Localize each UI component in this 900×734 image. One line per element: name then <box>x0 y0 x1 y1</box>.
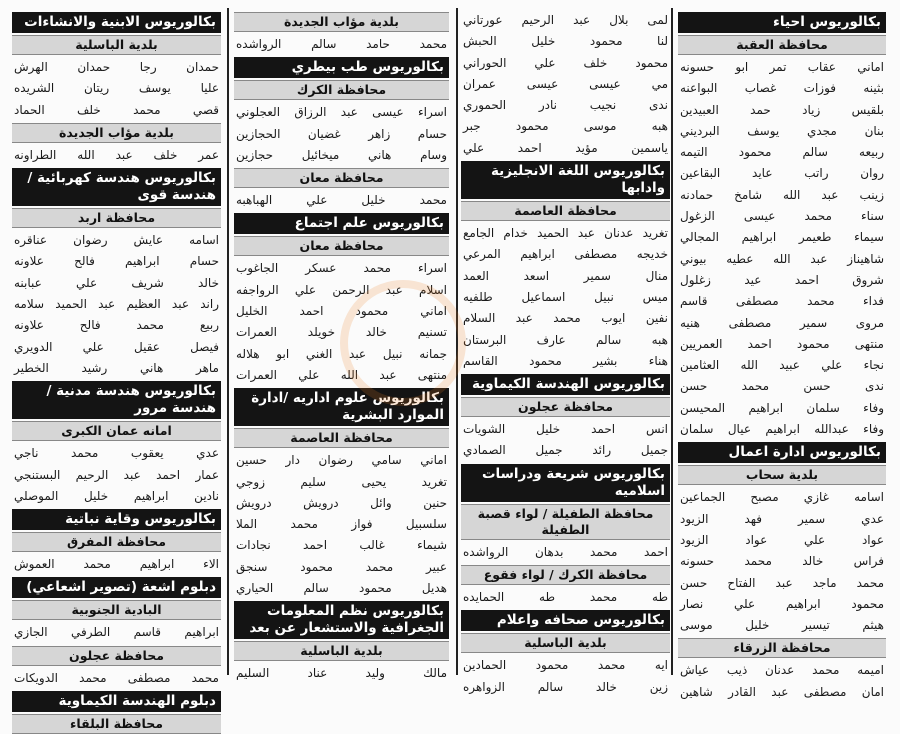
names-list <box>12 554 221 575</box>
region-subheading: محافظة الكرك <box>234 80 449 100</box>
region-subheading: محافظة اربد <box>12 208 221 228</box>
name-entry: جميل رائد جميل الصمادي <box>463 443 668 458</box>
name-entry: هبه موسى محمود جبر <box>463 119 668 134</box>
names-list <box>12 622 221 643</box>
name-entry: سلسبيل فواز محمد الملا <box>236 517 447 532</box>
name-entry: نادين ابراهيم خليل الموصلي <box>14 488 219 503</box>
name-entry: عواد علي عواد الزيود <box>680 532 884 547</box>
name-entry: ايه محمد محمود الحمادين <box>463 658 668 673</box>
name-entry: ندى حسن محمد حسن <box>680 379 884 394</box>
name-entry: شروق احمد عيد زغلول <box>680 272 884 287</box>
name-entry: اسامه عايش رضوان عناقره <box>14 233 219 248</box>
name-entry: بلقيس زياد حمد العبيدين <box>680 102 884 117</box>
section-heading: بكالوريوس شريعة ودراسات اسلاميه <box>461 464 670 502</box>
names-list <box>678 487 886 636</box>
name-entry: محمد خليل علي الهباهبه <box>236 193 447 208</box>
name-entry: اسراء محمد عسكر الجاغوب <box>236 261 447 276</box>
name-entry: ياسمين مؤيد احمد علي <box>463 140 668 155</box>
names-list <box>12 668 221 689</box>
name-entry: محمد مصطفى محمد الدويكات <box>14 670 219 685</box>
name-entry: خديجه مصطفى ابراهيم المرعي <box>463 247 668 262</box>
section-heading: بكالوريوس علم اجتماع <box>234 213 449 234</box>
name-entry: نجاء علي عبيد الله العثامين <box>680 358 884 373</box>
section-heading: بكالوريوس نظم المعلومات الجغرافية والاستشعار عن بعد <box>234 601 449 639</box>
name-entry: عدي سمير فهد الزيود <box>680 511 884 526</box>
names-list <box>12 230 221 379</box>
section-heading: بكالوريوس هندسة كهربائية / هندسة قوى <box>12 168 221 206</box>
region-subheading: محافظة عجلون <box>461 397 670 417</box>
region-subheading: محافظة معان <box>234 168 449 188</box>
column-1 <box>678 10 886 699</box>
name-entry: انس احمد خليل الشويات <box>463 422 668 437</box>
name-entry: وسام هاني ميخائيل حجازين <box>236 147 447 162</box>
name-entry: اماني محمود احمد الخليل <box>236 304 447 319</box>
names-list <box>461 655 670 698</box>
region-subheading: محافظة الزرقاء <box>678 638 886 658</box>
section-heading: بكالوريوس هندسة مدنية / هندسة مرور <box>12 381 221 419</box>
name-entry: عمار احمد عبد الرحيم البستنجي <box>14 467 219 482</box>
name-entry: منال سمير اسعد العمد <box>463 268 668 283</box>
name-entry: شيماء غالب احمد نجادات <box>236 538 447 553</box>
name-entry: حمدان رجا حمدان الهرش <box>14 60 219 74</box>
names-list <box>461 10 670 159</box>
region-subheading: بلدية الباسلية <box>12 35 221 55</box>
name-entry: عبير محمد محمود سنجق <box>236 559 447 574</box>
name-entry: محمد ماجد عبد الفتاح حسن <box>680 575 884 590</box>
name-entry: ماهر هاني رشيد الخطير <box>14 360 219 375</box>
column-divider <box>456 8 458 675</box>
name-entry: هديل محمود سالم الحياري <box>236 581 447 596</box>
names-list <box>678 660 886 703</box>
region-subheading: بلدية مؤاب الجديدة <box>12 123 221 143</box>
name-entry: سيماء طعيمر ابراهيم المجالي <box>680 230 884 245</box>
name-entry: خالد شريف علي عبابنه <box>14 275 219 290</box>
names-list <box>234 450 449 599</box>
name-entry: مي عيسى عيسى عمران <box>463 76 668 91</box>
name-entry: اسلام عبد الرحمن علي الرواجفه <box>236 282 447 297</box>
name-entry: فيصل عقيل علي الدويري <box>14 339 219 354</box>
region-subheading: امانه عمان الكبرى <box>12 421 221 441</box>
names-list <box>12 57 221 121</box>
name-entry: راند عبد العظيم عبد الحميد سلامه <box>14 297 219 312</box>
name-entry: ندى نجيب نادر الحموري <box>463 98 668 113</box>
column-divider <box>227 8 229 675</box>
name-entry: مالك وليد عناد السليم <box>236 666 447 681</box>
name-entry: حنين وائل درويش درويش <box>236 495 447 510</box>
names-list <box>12 443 221 507</box>
section-heading: بكالوريوس وقاية نباتية <box>12 509 221 530</box>
column-2 <box>461 10 670 694</box>
name-entry: فداء محمد مصطفى قاسم <box>680 294 884 309</box>
name-entry: ربيع محمد فالح علاونه <box>14 318 219 333</box>
section-heading: بكالوريوس ادارة اعمال <box>678 442 886 463</box>
name-entry: زين خالد سالم الزواهره <box>463 679 668 694</box>
region-subheading: محافظة الكرك / لواء فقوع <box>461 565 670 585</box>
name-entry: جمانه نبيل عبد الغني ابو هلاله <box>236 346 447 361</box>
section-heading: دبلوم الهندسة الكيماوية <box>12 691 221 712</box>
names-list <box>461 542 670 563</box>
name-entry: عمر خلف عبد الله الطراونه <box>14 147 219 162</box>
name-entry: تغريد يحيى سليم زوجي <box>236 474 447 489</box>
region-subheading: محافظة الطفيلة / لواء قصبة الطفيلة <box>461 504 670 540</box>
name-entry: قصي محمد خلف الحماد <box>14 102 219 117</box>
region-subheading: محافظة العاصمة <box>461 201 670 221</box>
name-entry: محمود ابراهيم علي نصار <box>680 596 884 611</box>
region-subheading: محافظة العقبة <box>678 35 886 55</box>
name-entry: منتهى محمود احمد العمريين <box>680 336 884 351</box>
name-entry: محمد حامد سالم الرواشده <box>236 37 447 51</box>
region-subheading: بلدية الباسلية <box>461 633 670 653</box>
names-list <box>234 34 449 55</box>
section-heading: بكالوريوس الهندسة الكيماوية <box>461 374 670 395</box>
section-heading: بكالوريوس احياء <box>678 12 886 33</box>
region-subheading: محافظة عجلون <box>12 646 221 666</box>
name-entry: وفاء سلمان ابراهيم المحيسن <box>680 400 884 415</box>
name-entry: حسام زاهر غضيان الحجازين <box>236 126 447 141</box>
name-entry: اميمه محمد عدنان ذيب عياش <box>680 663 884 678</box>
name-entry: تسنيم خالد خويلد العمرات <box>236 325 447 340</box>
name-entry: مروى سمير مصطفى هنيه <box>680 315 884 330</box>
column-divider <box>671 8 673 675</box>
name-entry: احمد محمد بدهان الرواشده <box>463 544 668 559</box>
column-3 <box>234 10 449 681</box>
name-entry: بنان مجدي يوسف البرديني <box>680 123 884 138</box>
region-subheading: محافظة المفرق <box>12 532 221 552</box>
name-entry: سناء محمد عيسى الزغول <box>680 209 884 224</box>
name-entry: روان راتب عايد البقاعين <box>680 166 884 181</box>
name-entry: هبه سالم عارف البرستان <box>463 332 668 347</box>
name-entry: فراس خالد محمد حسونه <box>680 554 884 569</box>
name-entry: حسام ابراهيم فالح علاونه <box>14 254 219 269</box>
name-entry: لمى بلال عبد الرحيم عورتاني <box>463 13 668 27</box>
section-heading: بكالوريوس صحافه واعلام <box>461 610 670 631</box>
region-subheading: محافظة البلقاء <box>12 714 221 734</box>
names-list <box>461 223 670 372</box>
name-entry: اماني سامي رضوان دار حسين <box>236 453 447 468</box>
names-list <box>461 587 670 608</box>
region-subheading: البادية الجنوبية <box>12 600 221 620</box>
names-list <box>234 258 449 386</box>
name-entry: ميس نبيل اسماعيل طلفيه <box>463 289 668 304</box>
section-heading: بكالوريوس اللغة الانجليزية وادابها <box>461 161 670 199</box>
section-heading: بكالوريوس طب بيطري <box>234 57 449 78</box>
section-heading: دبلوم اشعة (تصوير اشعاعي) <box>12 577 221 598</box>
name-entry: عدي يعقوب محمد ناجي <box>14 446 219 461</box>
name-entry: لنا محمود خليل الحبش <box>463 34 668 49</box>
names-list <box>234 190 449 211</box>
names-list <box>234 663 449 684</box>
region-subheading: محافظة معان <box>234 236 449 256</box>
name-entry: بثينه فوزات غصاب البواعنه <box>680 81 884 96</box>
region-subheading: بلدية سحاب <box>678 465 886 485</box>
section-heading: بكالوريوس علوم اداريه /ادارة الموارد البشرية <box>234 388 449 426</box>
name-entry: امان مصطفى عبد القادر شاهين <box>680 684 884 699</box>
names-list <box>461 419 670 462</box>
name-entry: منتهى عبد الله علي العمرات <box>236 367 447 382</box>
names-list <box>678 57 886 440</box>
name-entry: ربيعه سالم محمود التيمه <box>680 145 884 160</box>
column-4 <box>12 10 221 732</box>
region-subheading: بلدية مؤاب الجديدة <box>234 12 449 32</box>
name-entry: هيثم تيسير خليل موسى <box>680 618 884 633</box>
name-entry: شاهيناز عبد الله عطيه بيوني <box>680 251 884 266</box>
region-subheading: بلدية الباسلية <box>234 641 449 661</box>
name-entry: طه محمد طه الحمايده <box>463 590 668 605</box>
name-entry: ابراهيم قاسم الطرفي الجازي <box>14 625 219 640</box>
name-entry: تغريد عدنان عبد الحميد خدام الجامع <box>463 226 668 241</box>
name-entry: اماني عقاب تمر ابو حسونه <box>680 60 884 74</box>
region-subheading: محافظة العاصمة <box>234 428 449 448</box>
name-entry: زينب عبد الله شامخ حمادنه <box>680 187 884 202</box>
name-entry: محمود خلف علي الحوراني <box>463 55 668 70</box>
name-entry: الاء ابراهيم محمد العموش <box>14 557 219 572</box>
name-entry: عليا يوسف ريتان الشريده <box>14 81 219 96</box>
name-entry: اسراء عيسى عبد الرزاق العجلوني <box>236 105 447 120</box>
names-list <box>12 145 221 166</box>
name-entry: نفين ايوب محمد عبد السلام <box>463 311 668 326</box>
name-entry: وفاء عبدالله ابراهيم عيال سلمان <box>680 422 884 437</box>
name-entry: هناء بشير محمود القاسم <box>463 353 668 368</box>
names-list <box>234 102 449 166</box>
name-entry: اسامه غازي مصبح الجماعين <box>680 490 884 505</box>
section-heading: بكالوريوس الابنية والانشاءات <box>12 12 221 33</box>
